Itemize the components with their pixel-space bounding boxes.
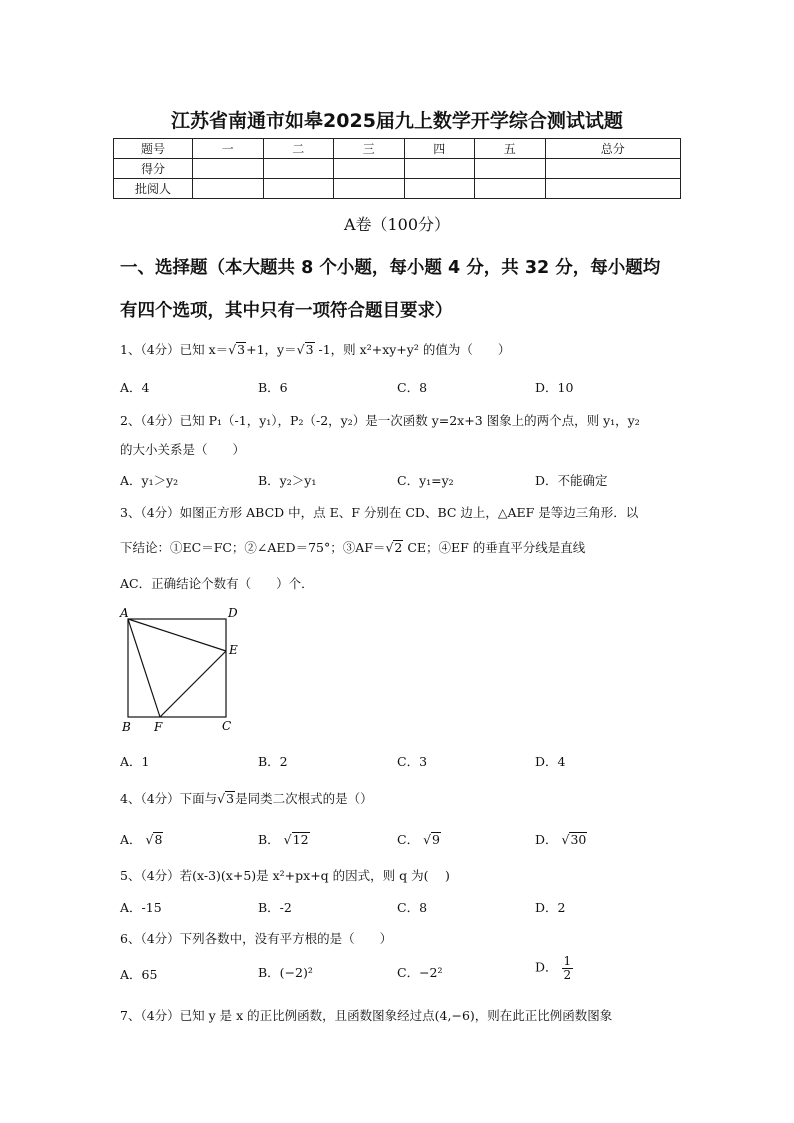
- q4-option-a: A． √8: [120, 832, 163, 847]
- sqrt-symbol: √3: [296, 342, 314, 357]
- header-cell: 一: [193, 139, 264, 159]
- header-cell: 四: [404, 139, 475, 159]
- header-cell: 二: [263, 139, 334, 159]
- q1-text-c: -1，则 x²+xy+y² 的值为（ ）: [314, 342, 511, 357]
- q5-option-c: C．8: [397, 900, 428, 915]
- score-cell: [193, 159, 264, 179]
- grader-cell: [545, 179, 681, 199]
- sqrt-symbol: √3: [217, 791, 235, 806]
- row-label: 批阅人: [114, 179, 193, 199]
- q6-option-d: [535, 955, 573, 981]
- header-cell: 总分: [545, 139, 681, 159]
- q1-text-a: 1、（4分）已知 x＝: [120, 342, 229, 357]
- q5-option-b: B．-2: [258, 900, 292, 915]
- score-row: [114, 159, 681, 179]
- score-cell: [475, 159, 546, 179]
- grader-cell: [263, 179, 334, 199]
- sqrt-symbol: √30: [561, 832, 587, 847]
- q4-option-d: D． √30: [535, 832, 587, 847]
- label-d: D: [228, 606, 238, 620]
- score-cell: [334, 159, 405, 179]
- grader-cell: [475, 179, 546, 199]
- q4-text-a: 4、（4分）下面与: [120, 791, 218, 806]
- section-heading-line2: 有四个选项，其中只有一项符合题目要求）: [120, 301, 453, 321]
- label-c: C: [222, 719, 232, 733]
- q1-text-b: +1，y＝: [246, 342, 297, 357]
- square-abcd: [128, 619, 226, 717]
- sqrt-symbol: √9: [423, 832, 440, 847]
- square-figure: [118, 603, 258, 735]
- q6-option-a: A．65: [120, 967, 158, 982]
- q3-option-c: C．3: [397, 754, 428, 769]
- question-3-line1: 3、（4分）如图正方形 ABCD 中，点 E、F 分别在 CD、BC 边上，△AEF 是等边三角形．以: [120, 505, 639, 520]
- segment-af: [128, 619, 160, 717]
- question-3-line3: AC．正确结论个数有（ ）个．: [120, 576, 314, 591]
- label-f: F: [154, 720, 163, 734]
- sqrt-symbol: √2: [385, 540, 403, 555]
- q1-option-a: A．4: [120, 380, 150, 395]
- question-2-line1: 2、（4分）已知 P₁（-1，y₁），P₂（-2，y₂）是一次函数 y=2x+3 图象上的两个点，则 y₁，y₂: [120, 413, 640, 428]
- row-label: 得分: [114, 159, 193, 179]
- q6-option-d-letter: D．: [535, 959, 558, 975]
- grader-cell: [334, 179, 405, 199]
- q1-option-d: D．10: [535, 380, 574, 395]
- label-a: A: [120, 606, 129, 620]
- score-cell: [263, 159, 334, 179]
- sqrt-symbol: √8: [145, 832, 163, 847]
- header-cell: 题号: [114, 139, 193, 159]
- q6-option-c: C．−2²: [397, 965, 443, 980]
- q2-option-b: B．y₂＞y₁: [258, 473, 317, 488]
- q4-option-b: B． √12: [258, 832, 309, 847]
- q2-option-d: D．不能确定: [535, 473, 608, 488]
- q6-option-b: B．(−2)²: [258, 965, 313, 980]
- question-2-line2: 的大小关系是（ ）: [120, 442, 246, 457]
- segment-ae: [128, 619, 226, 651]
- question-1: [120, 340, 510, 358]
- label-b: B: [122, 720, 131, 734]
- q3-line2-text-b: CE；④EF 的垂直平分线是直线: [403, 540, 586, 555]
- question-5: 5、（4分）若(x-3)(x+5)是 x²+px+q 的因式，则 q 为( ): [120, 868, 450, 883]
- section-heading-line1: 一、选择题（本大题共 8 个小题，每小题 4 分，共 32 分，每小题均: [120, 258, 661, 278]
- grader-row: [114, 179, 681, 199]
- header-cell: 五: [475, 139, 546, 159]
- question-3-line2: [120, 538, 585, 556]
- q4-text-b: 是同类二次根式的是（）: [235, 791, 373, 806]
- score-cell: [404, 159, 475, 179]
- sqrt-symbol: √12: [283, 832, 309, 847]
- q3-option-b: B．2: [258, 754, 288, 769]
- question-4: [120, 789, 373, 807]
- q3-option-d: D．4: [535, 754, 566, 769]
- question-7: 7、（4分）已知 y 是 x 的正比例函数，且函数图象经过点(4,−6)，则在此正比例函数图象: [120, 1008, 613, 1023]
- exam-title: 江苏省南通市如皋2025届九上数学开学综合测试试题: [171, 110, 623, 132]
- score-table-header-row: [114, 139, 681, 159]
- score-table: [113, 138, 681, 199]
- score-cell: [545, 159, 681, 179]
- segment-fe: [160, 651, 226, 717]
- question-6: 6、（4分）下列各数中，没有平方根的是（ ）: [120, 931, 393, 946]
- header-cell: 三: [334, 139, 405, 159]
- grader-cell: [193, 179, 264, 199]
- q2-option-c: C．y₁=y₂: [397, 473, 454, 488]
- fraction: $\frac{1}{2}$: [563, 954, 572, 982]
- q2-option-a: A．y₁＞y₂: [120, 473, 179, 488]
- q3-line2-text-a: 下结论：①EC＝FC；②∠AED＝75°；③AF＝: [120, 540, 386, 555]
- q3-option-a: A．1: [120, 754, 150, 769]
- q4-option-c: C． √9: [397, 832, 440, 847]
- q5-option-a: A．-15: [120, 900, 162, 915]
- label-e: E: [229, 643, 238, 657]
- q1-option-b: B．6: [258, 380, 288, 395]
- paper-a-label: A卷（100分）: [343, 215, 451, 234]
- sqrt-symbol: √3: [228, 342, 246, 357]
- grader-cell: [404, 179, 475, 199]
- q5-option-d: D．2: [535, 900, 566, 915]
- q1-option-c: C．8: [397, 380, 428, 395]
